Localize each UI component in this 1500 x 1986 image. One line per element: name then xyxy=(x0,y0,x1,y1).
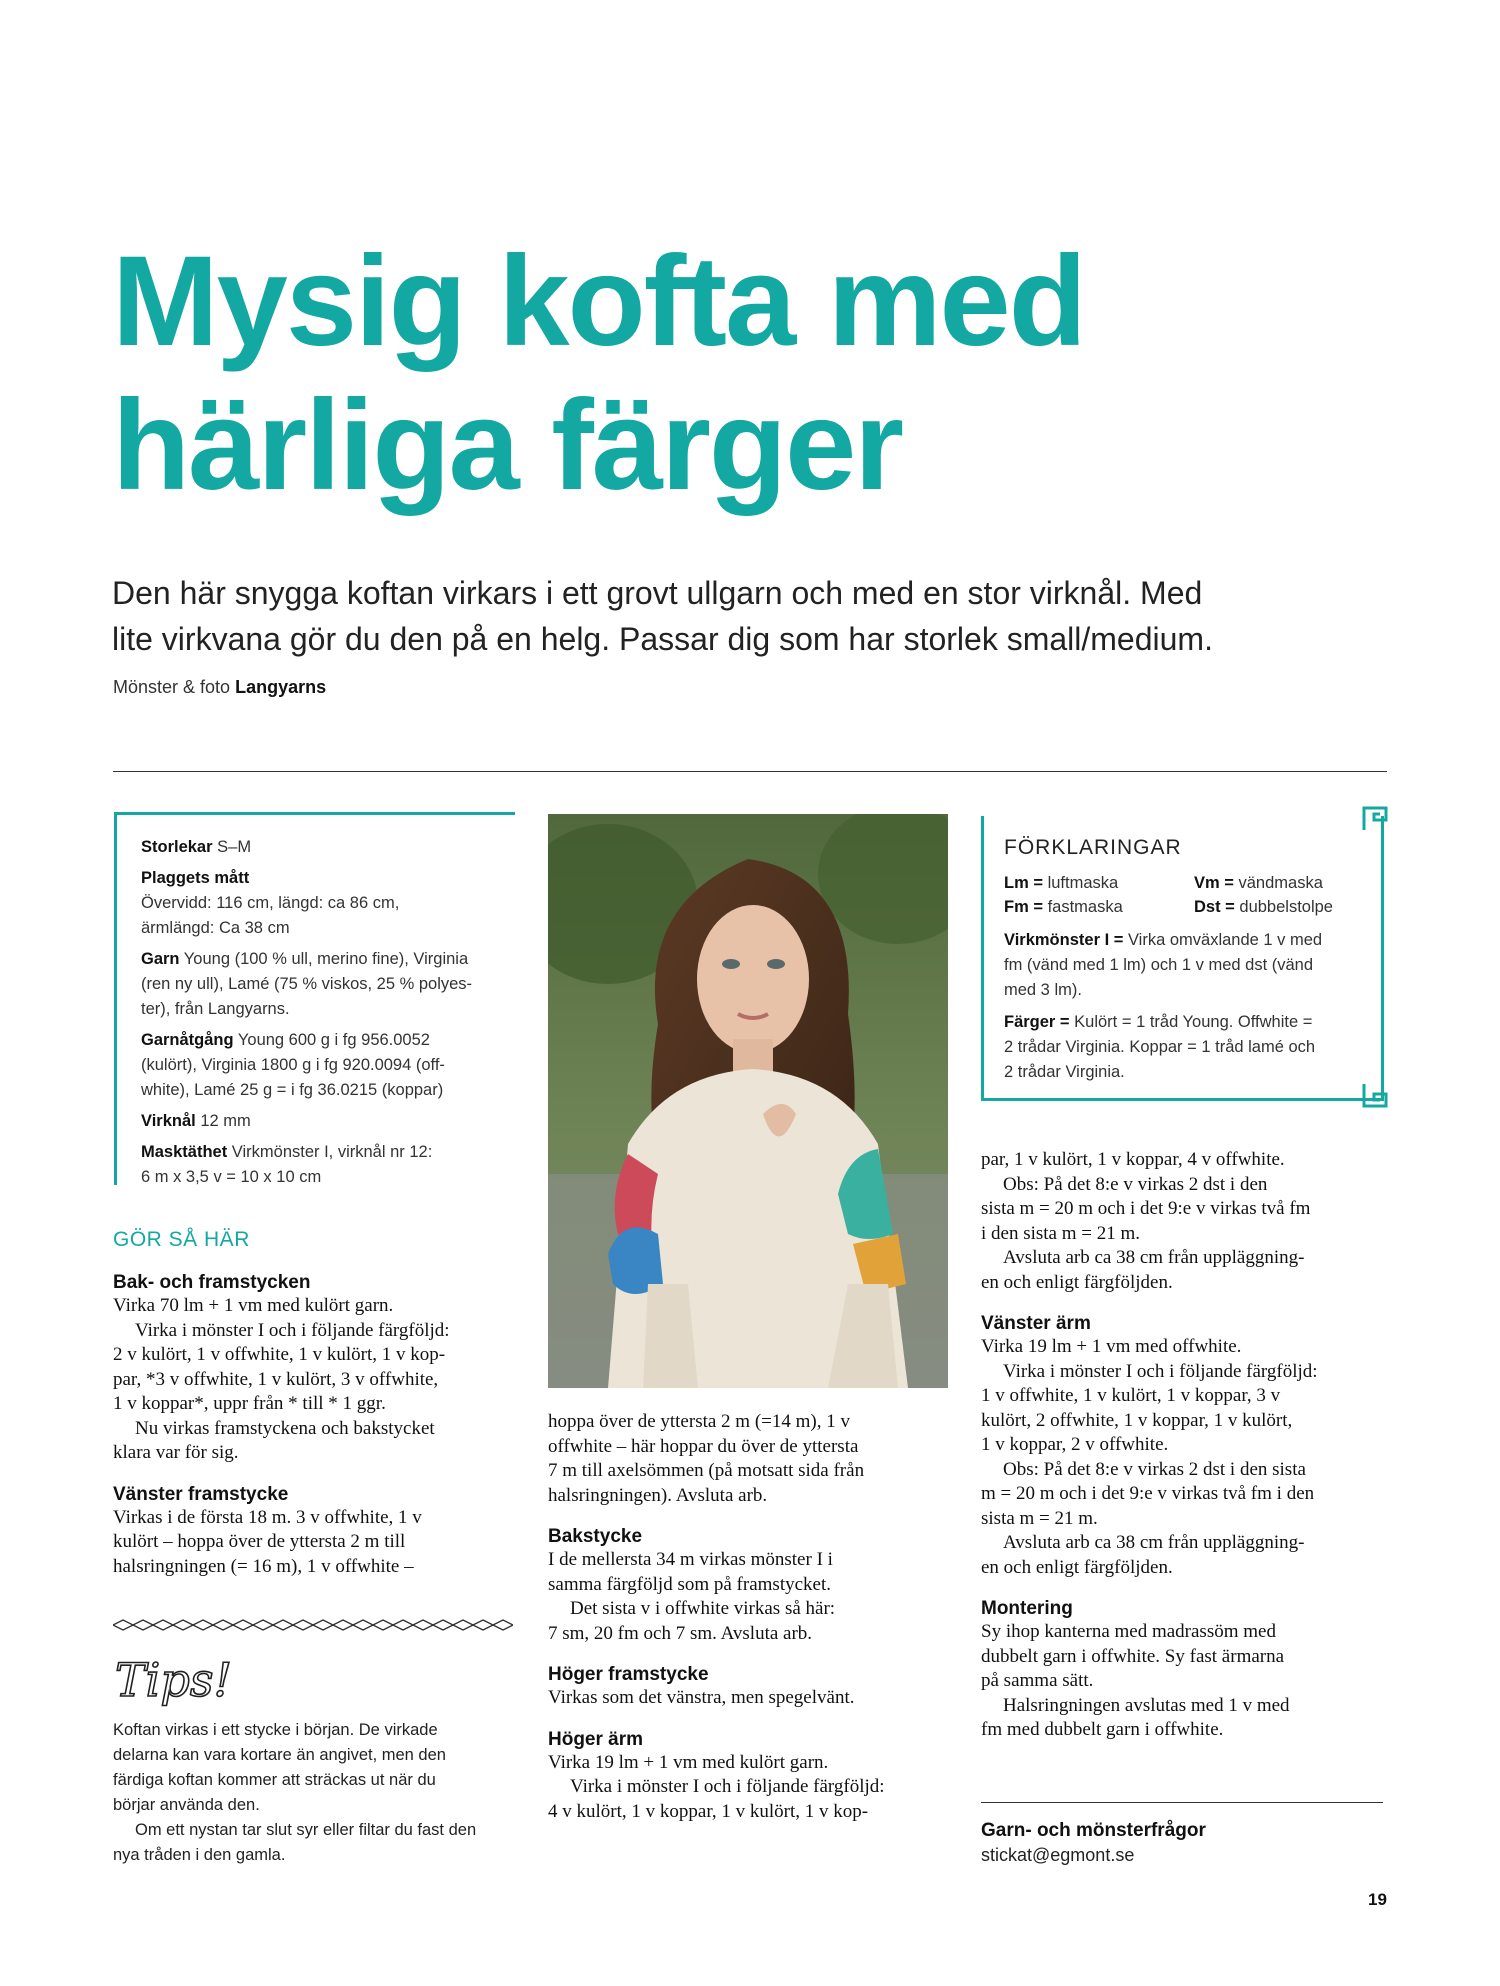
info-yarn: Garn Young (100 % ull, merino fine), Virginia (ren ny ull), Lamé (75 % viskos, 25 % polyes- ter), från Langyarns. xyxy=(141,950,473,1018)
article-title xyxy=(112,230,1412,518)
heading-left-sleeve: Vänster ärm xyxy=(981,1313,1091,1334)
corner-ornament-top xyxy=(1362,806,1388,832)
info-sizes: Storlekar S–M xyxy=(141,838,252,856)
tips-text: Koftan virkas i ett stycke i början. De virkade delarna kan vara kortare än angivet, men den färdiga koftan kommer att sträckas ut när du börjar använda den. Om ett nystan tar slut syr eller filtar du fast den nya tråden i den gamla. xyxy=(113,1721,477,1864)
contact-divider xyxy=(981,1802,1383,1803)
legend-colors: Färger = Kulört = 1 tråd Young. Offwhite = 2 trådar Virginia. Koppar = 1 tråd lamé och 2 trådar Virginia. xyxy=(1004,1013,1316,1081)
text-assembly: Sy ihop kanterna med madrassöm med dubbelt garn i offwhite. Sy fast ärmarna på samma sätt. Halsringningen avslutas med 1 v med fm med dubbelt garn i offwhite. xyxy=(981,1621,1290,1740)
credit-line xyxy=(113,677,326,698)
lead-line: lite virkvana gör du den på en helg. Passar dig som har storlek small/medium. xyxy=(112,621,1213,657)
text-back-front: Virka 70 lm + 1 vm med kulört garn. Virka i mönster I och i följande färgföljd: 2 v kulört, 1 v offwhite, 1 v kulört, 1 v kop- par, *3 v offwhite, 1 v kulört, 3 v offwhite, 1 v koppar*, uppr från * till * 1 ggr. Nu virkas framstyckena och bakstycket klara var för sig. xyxy=(113,1295,450,1463)
column-3 xyxy=(981,1148,1401,1743)
legend-fm: Fm = fastmaska xyxy=(1004,898,1123,916)
photo-woman-cardigan xyxy=(548,814,948,1388)
heading-right-sleeve: Höger ärm xyxy=(548,1728,644,1750)
credit-prefix: Mönster & foto xyxy=(113,677,231,697)
title-line: härliga färger xyxy=(112,374,903,517)
contact-email-link[interactable]: stickat@egmont.se xyxy=(981,1845,1135,1865)
heading-left-front: Vänster framstycke xyxy=(113,1483,289,1505)
heading-back-front: Bak- och framstycken xyxy=(113,1272,311,1293)
heading-assembly: Montering xyxy=(981,1598,1073,1619)
title-line: Mysig kofta med xyxy=(112,230,1085,373)
text-left-front: Virkas i de första 18 m. 3 v offwhite, 1 v kulört – hoppa över de yttersta 2 m till halsringningen (= 16 m), 1 v offwhite – xyxy=(113,1506,422,1577)
legend-pattern: Virkmönster I = Virka omväxlande 1 v med fm (vänd med 1 lm) och 1 v med dst (vänd med 3 lm). xyxy=(1004,931,1323,999)
tips-title xyxy=(113,1652,263,1708)
text-right-sleeve-cont: par, 1 v kulört, 1 v koppar, 4 v offwhite. Obs: På det 8:e v virkas 2 dst i den sista m = 20 m och i det 9:e v virkas två fm i den sista m = 21 m. Avsluta arb ca 38 cm från uppläggning- en och enligt färgföljden. xyxy=(981,1149,1311,1293)
info-box xyxy=(114,812,515,1185)
contact-heading: Garn- och mönsterfrågor xyxy=(981,1820,1206,1841)
section-heading-how-to: GÖR SÅ HÄR xyxy=(113,1228,250,1251)
top-divider xyxy=(113,771,1387,772)
text-right-sleeve: Virka 19 lm + 1 vm med kulört garn. Virka i mönster I och i följande färgföljd: 4 v kulört, 1 v koppar, 1 v kulört, 1 v kop- xyxy=(548,1751,885,1822)
page-number: 19 xyxy=(1368,1890,1387,1909)
credit-name: Langyarns xyxy=(235,677,327,697)
corner-ornament-bottom xyxy=(1362,1082,1388,1108)
text-left-sleeve: Virka 19 lm + 1 vm med offwhite. Virka i mönster I och i följande färgföljd: 1 v offwhite, 1 v kulört, 1 v koppar, 3 v kulört, 2 offwhite, 1 v koppar, 1 v kulört, 1 v koppar, 2 v offwhite. Obs: På det 8:e v virkas 2 dst i den sista m = 20 m och i det 9:e v virkas två fm i den sista m = 21 m. Avsluta arb ca 38 cm från uppläggning- en och enligt färgföljden. xyxy=(981,1336,1318,1578)
info-yarn-amount: Garnåtgång Young 600 g i fg 956.0052 (kulört), Virginia 1800 g i fg 920.0094 (off- white), Lamé 25 g = i fg 36.0215 (koppar) xyxy=(141,1031,445,1099)
legend-lm: Lm = luftmaska xyxy=(1004,874,1119,892)
tips-title-text: Tips! xyxy=(115,1653,232,1707)
legend-dst: Dst = dubbelstolpe xyxy=(1194,898,1333,916)
lead-paragraph xyxy=(112,570,1362,662)
lead-line: Den här snygga koftan virkars i ett grovt ullgarn och med en stor virknål. Med xyxy=(112,575,1203,611)
text-right-front: Virkas som det vänstra, men spegelvänt. xyxy=(548,1687,855,1708)
heading-right-front: Höger framstycke xyxy=(548,1664,709,1685)
info-hook: Virknål 12 mm xyxy=(141,1112,251,1130)
legend-vm: Vm = vändmaska xyxy=(1194,874,1323,892)
column-1 xyxy=(113,1272,523,1579)
text-left-front-cont: hoppa över de yttersta 2 m (=14 m), 1 v offwhite – här hoppar du över de yttersta 7 m till axelsömmen (på motsatt sida från halsringningen). Avsluta arb. xyxy=(548,1411,865,1506)
info-gauge: Masktäthet Virkmönster I, virknål nr 12: 6 m x 3,5 v = 10 x 10 cm xyxy=(141,1143,433,1186)
zigzag-divider xyxy=(113,1618,513,1632)
legend-title: FÖRKLARINGAR xyxy=(1004,836,1182,859)
info-measurements: Plaggets mått Övervidd: 116 cm, längd: ca 86 cm, ärmlängd: Ca 38 cm xyxy=(141,869,400,937)
legend-box xyxy=(981,816,1384,1101)
text-back: I de mellersta 34 m virkas mönster I i samma färgföljd som på framstycket. Det sista v i offwhite virkas så här: 7 sm, 20 fm och 7 sm. Avsluta arb. xyxy=(548,1549,836,1644)
column-2 xyxy=(548,1410,958,1824)
heading-back: Bakstycke xyxy=(548,1526,643,1547)
